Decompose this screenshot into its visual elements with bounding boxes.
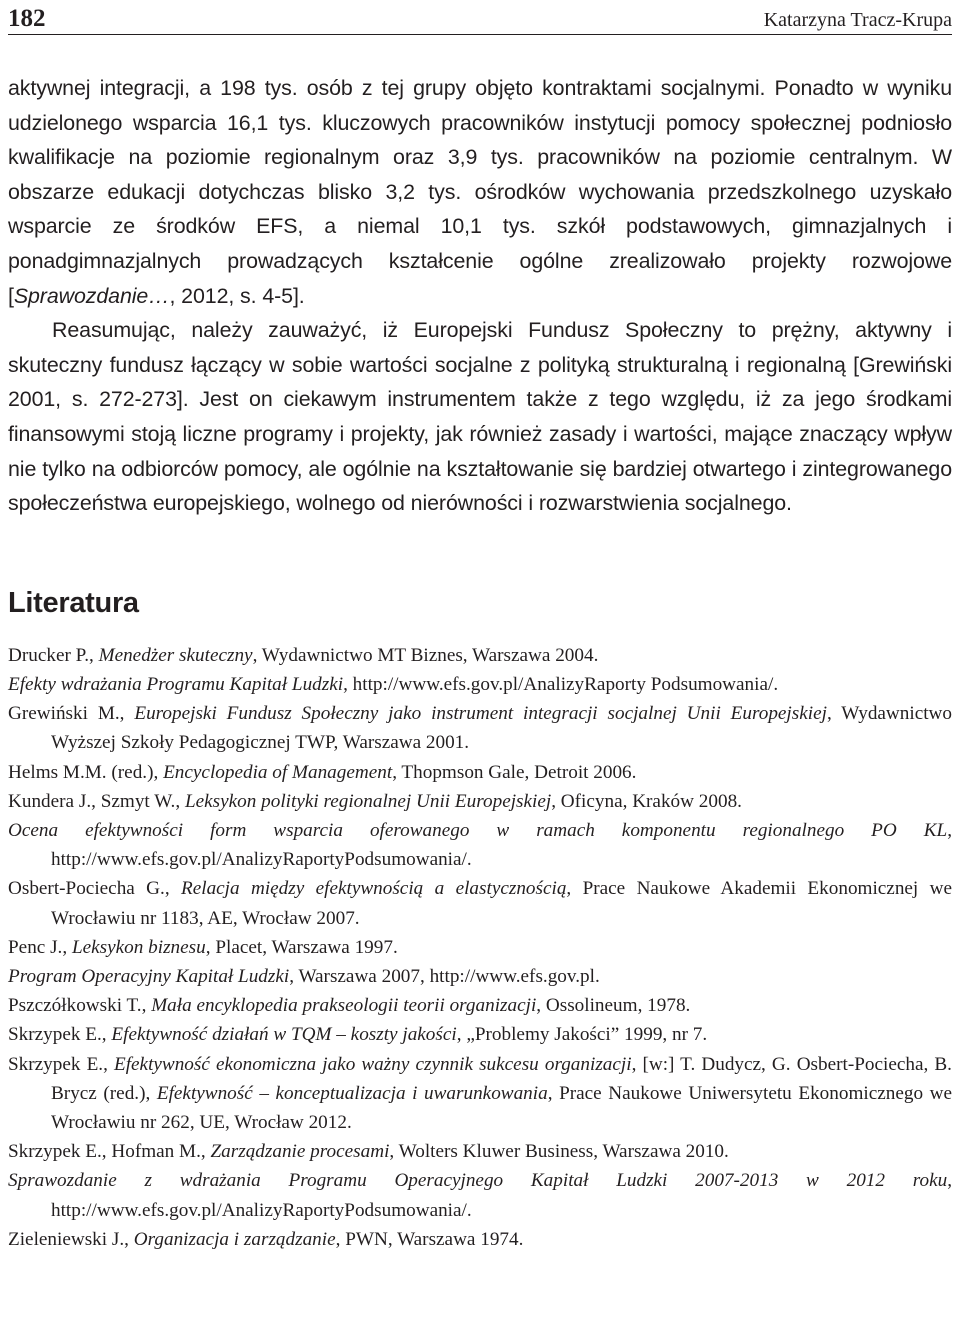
reference-item: Helms M.M. (red.), Encyclopedia of Management, Thopmson Gale, Detroit 2006. <box>8 761 637 783</box>
literature-heading: Literatura <box>8 586 139 619</box>
reference-item: Sprawozdanie z wdrażania Programu Operacyjnego Kapitał Ludzki 2007-2013 w 2012 roku, http://www.efs.gov.pl/AnalizyRaportyPodsumowania/. <box>8 1170 952 1221</box>
reference-item: Zieleniewski J., Organizacja i zarządzanie, PWN, Warszawa 1974. <box>8 1228 524 1250</box>
reference-item: Skrzypek E., Efektywność ekonomiczna jako ważny czynnik sukcesu organizacji, [w:] T. Dudycz, G. Osbert-Pociecha, B. Brycz (red.), Efektywność – konceptualizacja i uwarunkowania, Prace Naukowe Uniwersytetu Ekonomicznego we Wrocławiu nr 262, UE, Wrocław 2012. <box>8 1053 952 1133</box>
running-head-author: Katarzyna Tracz-Krupa <box>763 9 952 31</box>
reference-item: Osbert-Pociecha G., Relacja między efektywnością a elastycznością, Prace Naukowe Akademii Ekonomicznej we Wrocławiu nr 1183, AE, Wrocław 2007. <box>8 878 953 929</box>
reference-item: Grewiński M., Europejski Fundusz Społeczny jako instrument integracji socjalnej Unii Europejskiej, Wydawnictwo Wyższej Szkoły Pedagogicznej TWP, Warszawa 2001. <box>8 703 953 754</box>
reference-item: Penc J., Leksykon biznesu, Placet, Warszawa 1997. <box>8 936 398 958</box>
paragraph-1 <box>8 71 952 313</box>
paragraph-1-citation-title: Sprawozdanie… <box>13 283 170 308</box>
reference-item: Program Operacyjny Kapitał Ludzki, Warszawa 2007, http://www.efs.gov.pl. <box>8 965 600 987</box>
page-header <box>8 0 952 35</box>
paragraph-1-text: aktywnej integracji, a 198 tys. osób z tej grupy objęto kontraktami socjalnymi. Ponadto w wyniku udzielonego wsparcia 16,1 tys. kluczowych pracowników instytucji pomocy społecznej podniosło kwalifikacje na poziomie regionalnym oraz 3,9 tys. pracowników na poziomie centralnym. W obszarze edukacji dotychczas blisko 3,2 tys. ośrodków wychowania przedszkolnego uzyskało wsparcie ze środków EFS, a niemal 10,1 tys. szkół podstawowych, gimnazjalnych i ponadgimnazjalnych prowadzących kształcenie ogólne zrealizowało projekty rozwojowe [ <box>8 76 952 308</box>
paragraph-1-citation-end: , 2012, s. 4-5]. <box>169 283 305 308</box>
reference-item: Kundera J., Szmyt W., Leksykon polityki regionalnej Unii Europejskiej, Oficyna, Kraków 2008. <box>8 790 742 812</box>
reference-item: Skrzypek E., Hofman M., Zarządzanie procesami, Wolters Kluwer Business, Warszawa 2010. <box>8 1141 729 1163</box>
reference-item: Efekty wdrażania Programu Kapitał Ludzki, http://www.efs.gov.pl/AnalizyRaporty Podsumowania/. <box>8 673 779 695</box>
reference-list <box>8 641 952 1254</box>
document-page <box>8 0 952 1254</box>
paragraph-2: Reasumując, należy zauważyć, iż Europejski Fundusz Społeczny to prężny, aktywny i skuteczny fundusz łączący w sobie wartości socjalne z polityką strukturalną i regionalną [Grewiński 2001, s. 272-273]. Jest on ciekawym instrumentem także z tego względu, iż za jego środkami finansowymi stoją liczne programy i projekty, jak również zasady i wartości, mające znaczący wpływ nie tylko na odbiorców pomocy, ale ogólnie na kształtowanie się bardziej otwartego i zintegrowanego społeczeństwa europejskiego, wolnego od nierówności i rozwarstwienia socjalnego. <box>8 318 952 516</box>
reference-item: Ocena efektywności form wsparcia oferowanego w ramach komponentu regionalnego PO KL, http://www.efs.gov.pl/AnalizyRaportyPodsumowania/. <box>8 819 952 871</box>
reference-item: Pszczółkowski T., Mała encyklopedia prakseologii teorii organizacji, Ossolineum, 1978. <box>8 995 691 1017</box>
reference-item: Drucker P., Menedżer skuteczny, Wydawnictwo MT Biznes, Warszawa 2004. <box>8 644 599 666</box>
page-number: 182 <box>8 5 46 32</box>
body-text <box>8 71 952 521</box>
reference-item: Skrzypek E., Efektywność działań w TQM – koszty jakości, „Problemy Jakości” 1999, nr 7. <box>8 1024 708 1046</box>
